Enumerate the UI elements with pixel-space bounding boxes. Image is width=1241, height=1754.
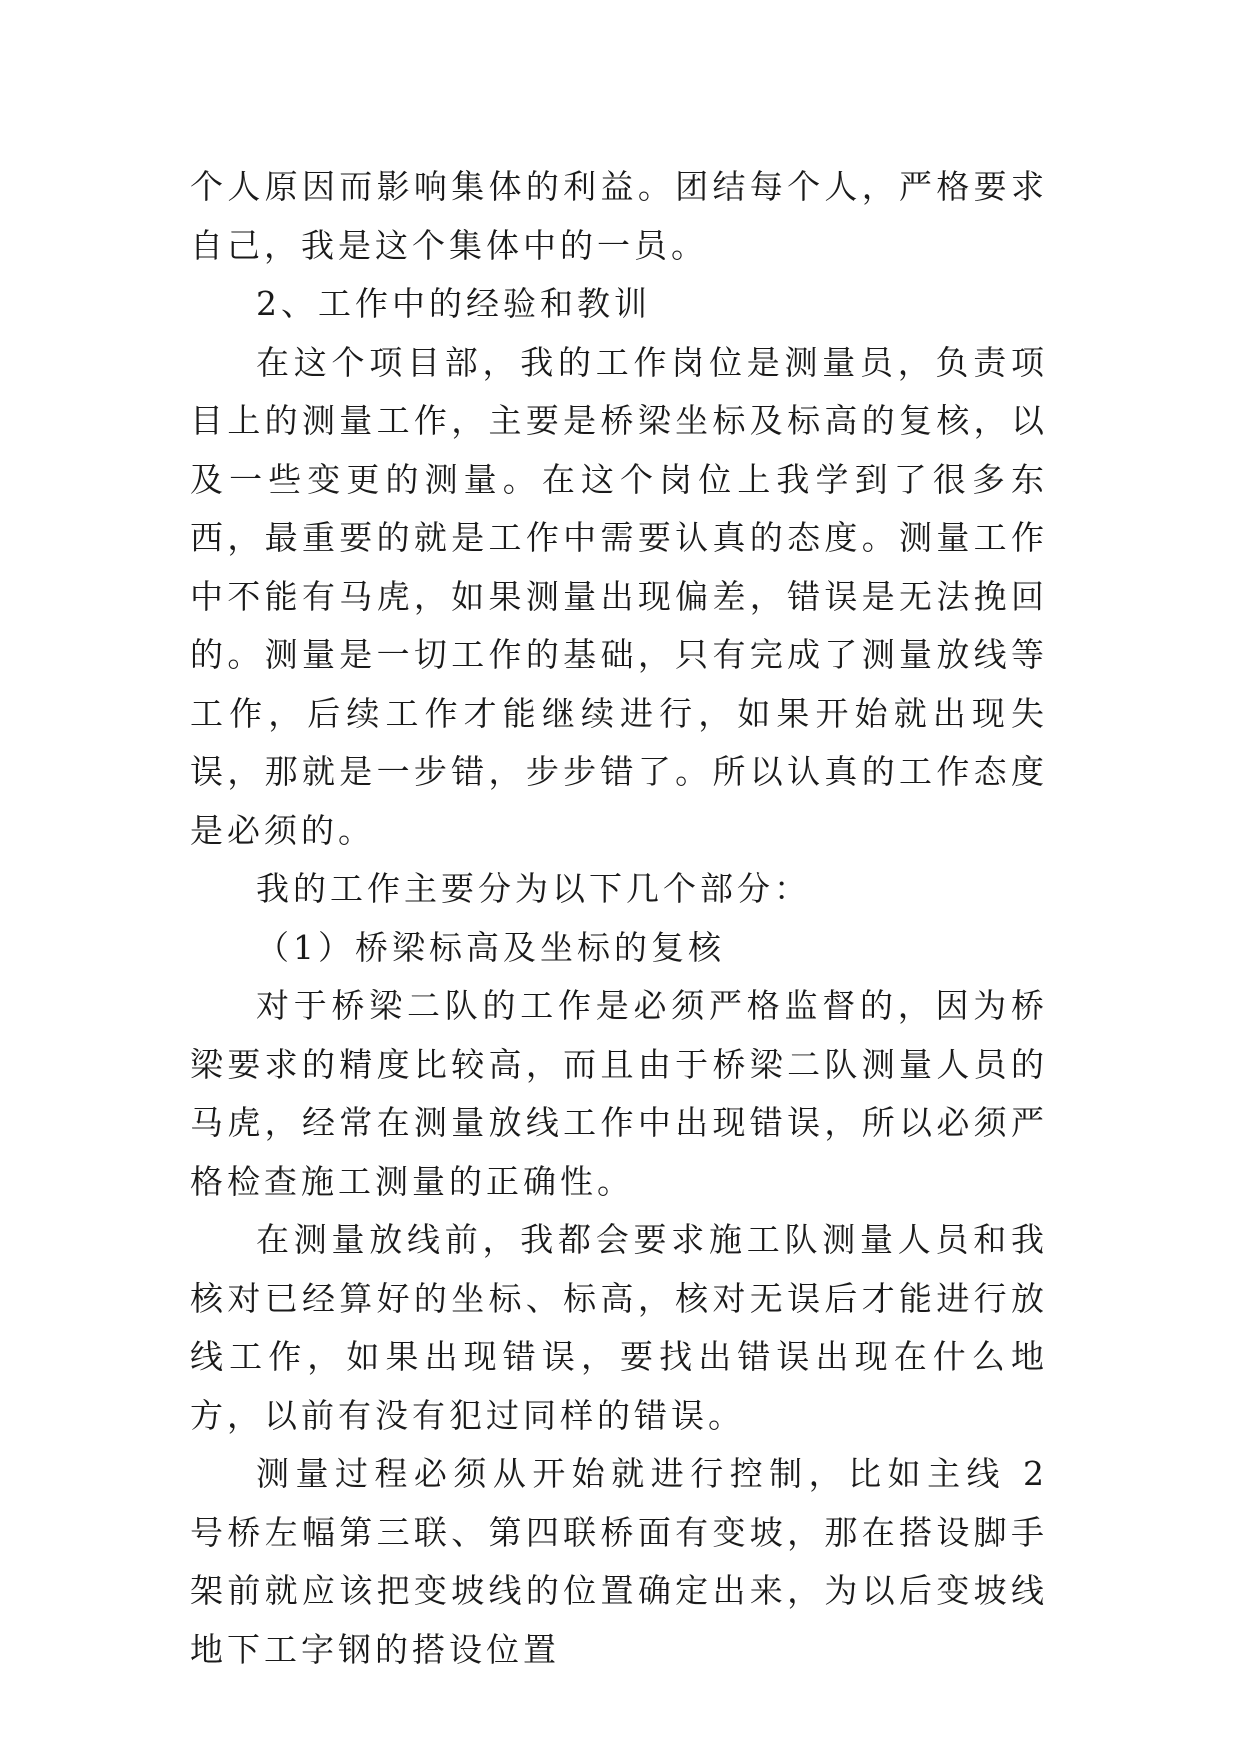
sub-heading-1: （1）桥梁标高及坐标的复核 <box>256 927 725 967</box>
paragraph-bridge-team: 对于桥梁二队的工作是必须严格监督的，因为桥梁要求的精度比较高，而且由于桥梁二队测量人员的马虎，经常在测量放线工作中出现错误，所以必须严格检查施工测量的正确性。 <box>190 986 1048 1201</box>
document-body <box>190 158 1048 1679</box>
paragraph-continuation: 个人原因而影响集体的利益。团结每个人，严格要求自己，我是这个集体中的一员。 <box>190 167 1048 265</box>
paragraph-control: 测量过程必须从开始就进行控制，比如主线 2 号桥左幅第三联、第四联桥面有变坡，那在搭设脚手架前就应该把变坡线的位置确定出来，为以后变坡线地下工字钢的搭设位置 <box>190 1454 1048 1669</box>
paragraph-role: 在这个项目部，我的工作岗位是测量员，负责项目上的测量工作，主要是桥梁坐标及标高的复核，以及一些变更的测量。在这个岗位上我学到了很多东西，最重要的就是工作中需要认真的态度。测量工作中不能有马虎，如果测量出现偏差，错误是无法挽回的。测量是一切工作的基础，只有完成了测量放线等工作，后续工作才能继续进行，如果开始就出现失误，那就是一步错，步步错了。所以认真的工作态度是必须的。 <box>190 342 1048 850</box>
section-heading-2: 2、工作中的经验和教训 <box>256 284 651 323</box>
paragraph-parts-intro: 我的工作主要分为以下几个部分： <box>256 869 811 908</box>
paragraph-before-layout: 在测量放线前，我都会要求施工队测量人员和我核对已经算好的坐标、标高，核对无误后才能进行放线工作，如果出现错误，要找出错误出现在什么地方，以前有没有犯过同样的错误。 <box>190 1220 1048 1435</box>
